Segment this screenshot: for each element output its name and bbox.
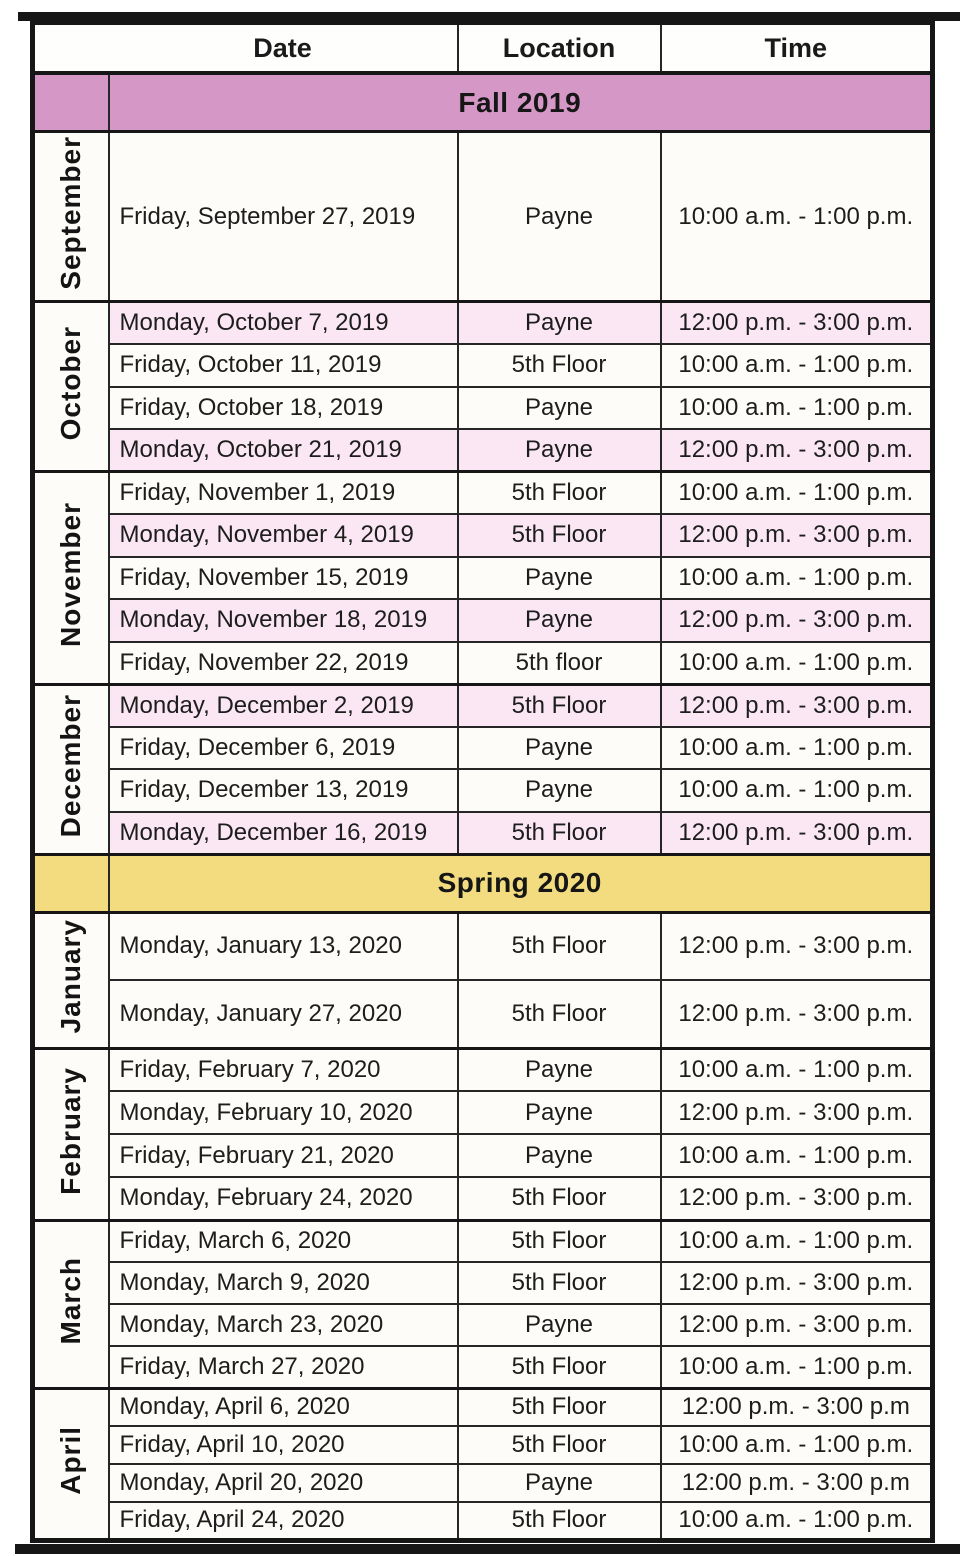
location-cell: Payne: [458, 599, 661, 642]
schedule-row: [33, 1220, 933, 1262]
location-cell: Payne: [458, 429, 661, 472]
date-cell: Monday, January 27, 2020: [109, 980, 458, 1048]
location-cell: Payne: [458, 1304, 661, 1346]
semester-banner-label: Spring 2020: [109, 854, 933, 912]
time-cell: 10:00 a.m. - 1:00 p.m.: [661, 387, 933, 430]
schedule-row: [33, 642, 933, 685]
date-cell: Monday, October 21, 2019: [109, 429, 458, 472]
time-cell: 12:00 p.m. - 3:00 p.m.: [661, 429, 933, 472]
date-cell: Friday, December 6, 2019: [109, 727, 458, 770]
schedule-row: [33, 1262, 933, 1304]
schedule-row: [33, 812, 933, 855]
date-cell: Friday, February 7, 2020: [109, 1048, 458, 1091]
office-hours-schedule-table: [30, 20, 935, 1543]
time-cell: 12:00 p.m. - 3:00 p.m.: [661, 514, 933, 557]
month-label-april: [33, 1388, 109, 1540]
location-cell: Payne: [458, 727, 661, 770]
date-cell: Friday, November 22, 2019: [109, 642, 458, 685]
schedule-row: [33, 429, 933, 472]
time-column-header: Time: [661, 23, 933, 74]
date-cell: Friday, February 21, 2020: [109, 1134, 458, 1177]
month-label-october: [33, 302, 109, 472]
semester-banner-label: Fall 2019: [109, 73, 933, 132]
location-cell: 5th Floor: [458, 514, 661, 557]
time-cell: 10:00 a.m. - 1:00 p.m.: [661, 472, 933, 515]
time-cell: 10:00 a.m. - 1:00 p.m.: [661, 642, 933, 685]
month-label-march: [33, 1220, 109, 1388]
location-cell: 5th Floor: [458, 344, 661, 387]
time-cell: 10:00 a.m. - 1:00 p.m.: [661, 1134, 933, 1177]
header-row: [33, 23, 933, 74]
date-cell: Friday, October 18, 2019: [109, 387, 458, 430]
location-cell: 5th Floor: [458, 1262, 661, 1304]
time-cell: 10:00 a.m. - 1:00 p.m.: [661, 769, 933, 812]
location-cell: Payne: [458, 1134, 661, 1177]
date-cell: Monday, February 10, 2020: [109, 1091, 458, 1134]
time-cell: 10:00 a.m. - 1:00 p.m.: [661, 1426, 933, 1464]
month-label-text: February: [55, 1066, 87, 1195]
location-cell: Payne: [458, 1048, 661, 1091]
schedule-row: [33, 344, 933, 387]
time-cell: 10:00 a.m. - 1:00 p.m.: [661, 344, 933, 387]
month-label-text: April: [55, 1425, 87, 1495]
month-label-text: December: [55, 693, 87, 838]
time-cell: 12:00 p.m. - 3:00 p.m.: [661, 812, 933, 855]
time-cell: 12:00 p.m. - 3:00 p.m.: [661, 1262, 933, 1304]
schedule-row: [33, 302, 933, 345]
date-cell: Friday, September 27, 2019: [109, 132, 458, 302]
location-cell: 5th Floor: [458, 1220, 661, 1262]
date-cell: Monday, October 7, 2019: [109, 302, 458, 345]
schedule-row: [33, 1048, 933, 1091]
fall-2019-banner: [33, 73, 933, 132]
schedule-row: [33, 980, 933, 1048]
table-header: [33, 23, 933, 74]
time-cell: 10:00 a.m. - 1:00 p.m.: [661, 132, 933, 302]
table-body: [33, 73, 933, 1540]
month-label-january: [33, 912, 109, 1048]
month-label-february: [33, 1048, 109, 1220]
date-cell: Friday, April 24, 2020: [109, 1502, 458, 1540]
schedule-row: [33, 1091, 933, 1134]
time-cell: 12:00 p.m. - 3:00 p.m.: [661, 1091, 933, 1134]
time-cell: 10:00 a.m. - 1:00 p.m.: [661, 557, 933, 600]
time-cell: 12:00 p.m. - 3:00 p.m.: [661, 980, 933, 1048]
date-cell: Monday, January 13, 2020: [109, 912, 458, 980]
schedule-row: [33, 472, 933, 515]
time-cell: 12:00 p.m. - 3:00 p.m.: [661, 684, 933, 727]
location-cell: Payne: [458, 302, 661, 345]
date-cell: Monday, February 24, 2020: [109, 1177, 458, 1220]
location-cell: Payne: [458, 132, 661, 302]
location-column-header: Location: [458, 23, 661, 74]
schedule-row: [33, 1502, 933, 1540]
time-cell: 12:00 p.m. - 3:00 p.m: [661, 1464, 933, 1502]
month-label-text: September: [55, 136, 87, 290]
month-label-december: [33, 684, 109, 854]
date-column-header: Date: [109, 23, 458, 74]
schedule-row: [33, 912, 933, 980]
date-cell: Friday, December 13, 2019: [109, 769, 458, 812]
date-cell: Friday, November 1, 2019: [109, 472, 458, 515]
date-cell: Friday, April 10, 2020: [109, 1426, 458, 1464]
month-label-text: November: [55, 501, 87, 647]
date-cell: Friday, March 6, 2020: [109, 1220, 458, 1262]
location-cell: 5th Floor: [458, 1177, 661, 1220]
location-cell: 5th Floor: [458, 812, 661, 855]
location-cell: 5th Floor: [458, 472, 661, 515]
month-label-text: October: [55, 325, 87, 441]
location-cell: Payne: [458, 557, 661, 600]
date-cell: Monday, March 9, 2020: [109, 1262, 458, 1304]
date-cell: Friday, October 11, 2019: [109, 344, 458, 387]
schedule-row: [33, 1177, 933, 1220]
schedule-row: [33, 557, 933, 600]
schedule-row: [33, 387, 933, 430]
time-cell: 12:00 p.m. - 3:00 p.m.: [661, 912, 933, 980]
spring-2020-banner: [33, 854, 933, 912]
scan-edge-bottom: [15, 1544, 960, 1554]
location-cell: Payne: [458, 769, 661, 812]
month-label-november: [33, 472, 109, 685]
time-cell: 10:00 a.m. - 1:00 p.m.: [661, 1502, 933, 1540]
banner-month-cell: [33, 73, 109, 132]
time-cell: 10:00 a.m. - 1:00 p.m.: [661, 1048, 933, 1091]
location-cell: 5th Floor: [458, 912, 661, 980]
time-cell: 12:00 p.m. - 3:00 p.m.: [661, 1177, 933, 1220]
schedule-row: [33, 514, 933, 557]
date-cell: Monday, April 20, 2020: [109, 1464, 458, 1502]
date-cell: Monday, December 16, 2019: [109, 812, 458, 855]
location-cell: Payne: [458, 1091, 661, 1134]
schedule-row: [33, 1134, 933, 1177]
time-cell: 12:00 p.m. - 3:00 p.m.: [661, 1304, 933, 1346]
time-cell: 10:00 a.m. - 1:00 p.m.: [661, 1220, 933, 1262]
date-cell: Monday, December 2, 2019: [109, 684, 458, 727]
schedule-row: [33, 684, 933, 727]
location-cell: 5th Floor: [458, 1426, 661, 1464]
location-cell: 5th Floor: [458, 1346, 661, 1388]
schedule-row: [33, 599, 933, 642]
month-label-september: [33, 132, 109, 302]
banner-month-cell: [33, 854, 109, 912]
location-cell: 5th floor: [458, 642, 661, 685]
time-cell: 12:00 p.m. - 3:00 p.m.: [661, 302, 933, 345]
time-cell: 12:00 p.m. - 3:00 p.m.: [661, 599, 933, 642]
schedule-row: [33, 1464, 933, 1502]
date-cell: Monday, April 6, 2020: [109, 1388, 458, 1426]
schedule-row: [33, 1388, 933, 1426]
date-cell: Monday, March 23, 2020: [109, 1304, 458, 1346]
schedule-row: [33, 727, 933, 770]
location-cell: 5th Floor: [458, 684, 661, 727]
schedule-row: [33, 769, 933, 812]
schedule-row: [33, 1346, 933, 1388]
schedule-row: [33, 1304, 933, 1346]
location-cell: 5th Floor: [458, 1502, 661, 1540]
location-cell: 5th Floor: [458, 1388, 661, 1426]
date-cell: Monday, November 18, 2019: [109, 599, 458, 642]
month-column-header: [33, 23, 109, 74]
month-label-text: March: [55, 1256, 87, 1345]
time-cell: 10:00 a.m. - 1:00 p.m.: [661, 727, 933, 770]
time-cell: 12:00 p.m. - 3:00 p.m: [661, 1388, 933, 1426]
month-label-text: January: [55, 919, 87, 1034]
time-cell: 10:00 a.m. - 1:00 p.m.: [661, 1346, 933, 1388]
location-cell: Payne: [458, 1464, 661, 1502]
location-cell: Payne: [458, 387, 661, 430]
date-cell: Friday, March 27, 2020: [109, 1346, 458, 1388]
schedule-row: [33, 132, 933, 302]
date-cell: Friday, November 15, 2019: [109, 557, 458, 600]
schedule-row: [33, 1426, 933, 1464]
date-cell: Monday, November 4, 2019: [109, 514, 458, 557]
location-cell: 5th Floor: [458, 980, 661, 1048]
